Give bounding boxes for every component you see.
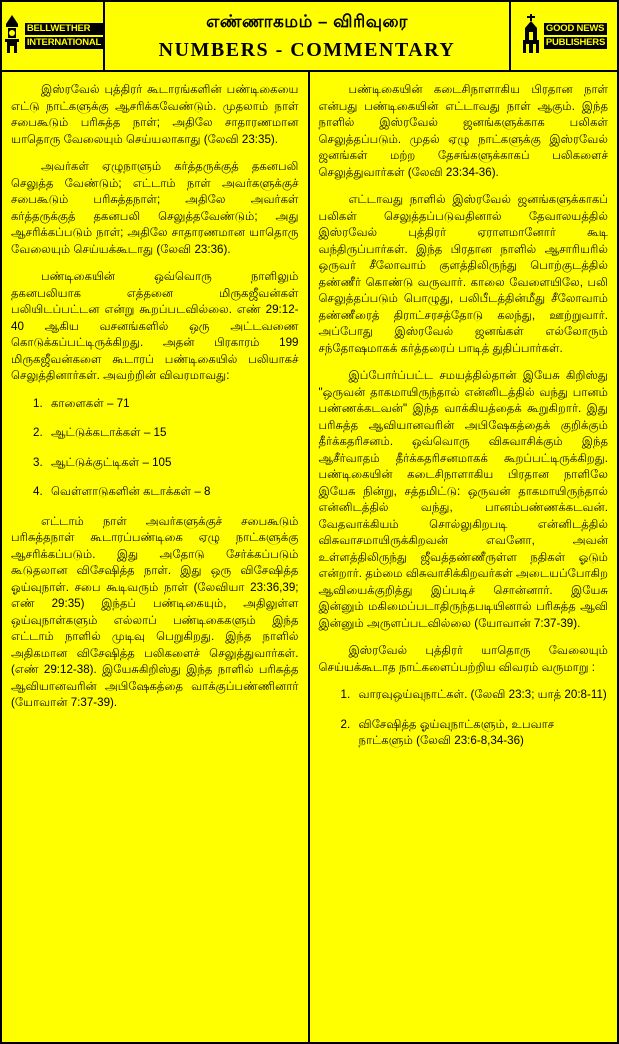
church-icon xyxy=(521,14,541,59)
publisher-logo-left xyxy=(2,2,105,70)
publisher-logo-right xyxy=(509,2,617,70)
list-item: வெள்ளாடுகளின் கடாக்கள் – 8 xyxy=(51,485,211,498)
paragraph: இஸ்ரவேல் புத்திரர் யாதொரு வேலையும் செய்யக்கூடாத நாட்களைப்பற்றிய விவரம் வருமாறு : xyxy=(318,644,608,674)
list-item: வாரவுஒய்வுநாட்கள். (லேவி 23:3; யாத் 20:8-11) xyxy=(358,688,607,701)
page-header xyxy=(2,2,617,72)
paragraph: எட்டாவது நாளில் இஸ்ரவேல் ஜனங்களுக்காகப் பலிகள் செலுத்தப்படுவதினால் தேவாலயத்தில் இஸ்ரவேல் புத்திரர் ஏராளமானோர் கூடி வந்திருப்பார்கள். இந்த பிரதான நாளில் ஆசாரியரில் ஒருவர் சீலோவாம் குளத்திலிருந்து பொற்குடத்தில் தண்ணீர் கொண்டு வருவார். காலை வேளையிலே, பலி செலுத்தப்படும் பொழுது, பலிபீடத்தின்மீது சீலோவாம் தண்ணீரைத் திராட்சரசத்தோடு கலந்து, ஊற்றுவார். அப்போது இஸ்ரவேல் ஜனங்கள் எல்லோரும் சந்தோஷமாகக் கர்த்தரைப் பாடித் துதிப்பார்கள். xyxy=(318,193,608,355)
paragraph: அவர்கள் ஏழுநாளும் கர்த்தருக்குத் தகனபலி செலுத்த வேண்டும்; எட்டாம் நாள் அவர்களுக்குச் சபைகூடும் பரிசுத்தநாள்; அதிலே அவர்கள் கர்த்தருக்குத் தகனபலி செலுத்தவேண்டும்; அது ஆசரிக்கப்படும் நாள்; அதிலே சாதாரணமான யாதொரு வேலையும் செய்யக்கூடாது (லேவி 23:36). xyxy=(11,160,299,256)
sacrifice-list xyxy=(11,396,299,501)
paragraph: எட்டாம் நாள் அவர்களுக்குச் சபைகூடும் பரிசுத்தநாள் கூடாரப்பண்டிகை ஏழு நாட்களுக்கு ஆசரிக்கப்படும். இது அதோடு சேர்க்கப்படும் கூடுதலான விசேஷித்த நாள். இது ஒரு விசேஷித்த ஓய்வுநாள். சபை கூடிவரும் நாள் (லேவியா 23:36,39; எண் 29:35) இந்தப் பண்டிகையும், அதிலுள்ள ஒய்வுநாள்களும் எல்லாப் பண்டிகைகளும் இந்த எட்டாம் நாளில் முடிவு பெறுகிறது. இந்த நாளில் அதிகமான விசேஷித்த பலிகளைச் செலுத்துவார்கள். (எண் 29:12-38). இயேசுகிறிஸ்து இந்த நாளில் பரிசுத்த ஆவியானவரின் அபிஷேகத்தை வாக்குப்பண்ணினார் (யோவான் 7:37-39). xyxy=(11,514,299,709)
list-item: ஆட்டுக்குட்டிகள் – 105 xyxy=(51,455,172,469)
left-column xyxy=(2,72,310,1042)
paragraph: பண்டிகையின் ஒவ்வொரு நாளிலும் தகனபலியாக எத்தனை மிருகஜீவன்கள் பலியிடப்பட்டன என்று கூறப்படவில்லை. எண் 29:12-40 ஆகிய வசனங்களில் ஒரு அட்டவணை கொடுக்கப்பட்டிருக்கிறது. அதன் பிரகாரம் 199 மிருகஜீவன்களை கூடாரப் பண்டிகையில் பலியாகச் செலுத்தினார்கள். அவற்றின் விவரமாவது: xyxy=(11,270,299,382)
publisher-name-left: BELLWETHER INTERNATIONAL xyxy=(26,23,102,48)
paragraph: இப்போர்ப்பட்ட சமயத்தில்தான் இயேசு கிறிஸ்து "ஒருவன் தாகமாயிருந்தால் என்னிடத்தில் வந்து பானம் பண்ணக்கடவன்" இந்த வாக்கியத்தைக் கூறுகிறார். இது பரிசுத்த ஆவியானவரின் அபிஷேகத்தைக் குறிக்கும் தீர்க்கதரிசனம். ஒவ்வொரு விசுவாசிக்கும் இந்த ஆசீர்வாதம் தீர்க்கதரிசனமாகக் கூறப்பட்டிருக்கிறது. பண்டிகையின் கடைசிநாளாகிய பிரதான நாளிலே இயேசு நின்று, சத்தமிட்டு: ஒருவன் தாகமாயிருந்தால் என்னிடத்தில் வந்து, பானம்பண்ணக்கடவன். வேதவாக்கியம் சொல்லுகிறபடி என்னிடத்தில் விசுவாசமாயிருக்கிறவன் எவனோ, அவன் உள்ளத்திலிருந்து ஜீவத்தண்ணீருள்ள நதிகள் ஓடும் என்றார். தம்மை விசுவாசிக்கிறவர்கள் அடையப்போகிற ஆவியைக்குறித்து இப்படிச் சொன்னார். இயேசு இன்னும் மகிமைப்படாதிருந்தபடியினால் பரிசுத்த ஆவி இன்னும் அருளப்படவில்லை (யோவான் 7:37-39). xyxy=(318,369,608,630)
list-item: ஆட்டுக்கடாக்கள் – 15 xyxy=(51,426,167,439)
list-item: விசேஷித்த ஓய்வுநாட்களும், உபவாச நாட்களும் (லேவி 23:6-8,34-36) xyxy=(358,717,555,747)
publisher-name-right: GOOD NEWS PUBLISHERS xyxy=(545,23,606,48)
rest-days-list xyxy=(319,687,609,750)
page-body xyxy=(2,72,617,1042)
bell-tower-icon xyxy=(2,14,22,59)
paragraph: பண்டிகையின் கடைசிநாளாகிய பிரதான நாள் என்பது பண்டிகையின் எட்டாவது நாள் ஆகும். இந்த நாளில் இஸ்ரவேல் ஜனங்களுக்காக பலிகள் செலுத்தப்படும். முதல் ஏழு நாட்களுக்கு இஸ்ரவேல் ஜனங்கள் மற்ற தேசங்களுக்காகப் பலிகளைச் செலுத்துவார்கள் (லேவி 23:34-36). xyxy=(318,83,608,179)
title-tamil: எண்ணாகமம் – விரிவுரை xyxy=(206,12,408,31)
right-column xyxy=(310,72,618,1042)
list-item: காளைகள் – 71 xyxy=(51,396,130,410)
paragraph: இஸ்ரவேல் புத்திரர் கூடாரங்களின் பண்டிகையை எட்டு நாட்களுக்கு ஆசரிக்கவேண்டும். முதலாம் நாள் சபைகூடும் பரிசுத்த நாள்; அதிலே சாதாரணமான யாதொரு வேலையும் செய்யலாகாது (லேவி 23:35). xyxy=(11,83,299,146)
title-english: NUMBERS - COMMENTARY xyxy=(158,39,456,61)
document-title xyxy=(105,2,509,70)
